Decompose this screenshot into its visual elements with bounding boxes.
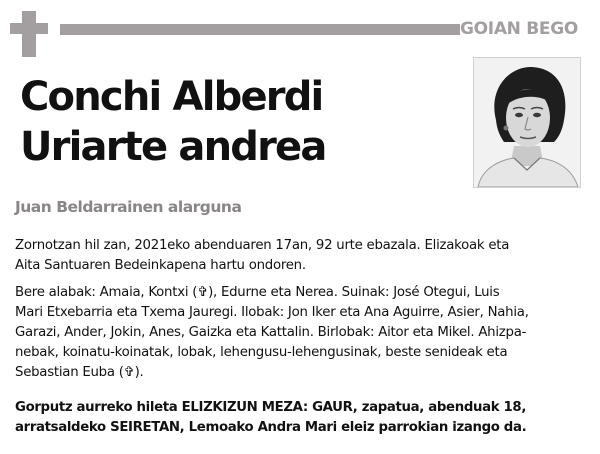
family-line-1: Bere alabak: Amaia, Kontxi (✞), Edurne eta Nerea. Suinak: José Otegui, Luis [15,285,500,300]
deceased-name-line1: Conchi Alberdi [20,74,323,120]
section-tag: GOIAN BEGO [459,19,578,39]
cross-icon-horizontal [10,23,48,34]
family-line-4: nebak, koinatu-koinatak, lobak, lehengusu-lehengusinak, beste senideak eta [15,345,508,360]
family-line-2: Mari Etxebarria eta Txema Jauregi. Ilobak: Jon Iker eta Ana Aguirre, Asier, Nahia, [15,305,529,320]
family-line-3: Garazi, Ander, Jokin, Anes, Gaizka eta Kattalin. Birlobak: Aitor eta Mikel. Ahizpa- [15,325,527,340]
header-rule [60,24,460,35]
funeral-line-1: Gorputz aurreko hileta ELIZKIZUN MEZA: GAUR, zapatua, abenduak 18, [15,400,527,415]
deceased-name [20,72,326,172]
funeral-line-2: arratsaldeko SEIRETAN, Lemoako Andra Mari eleiz parrokian izango da. [15,420,527,435]
cross-icon-vertical [22,11,36,57]
death-line-2: Aita Santuaren Bedeinkapena hartu ondoren. [15,258,306,273]
death-line-1: Zornotzan hil zan, 2021eko abenduaren 17an, 92 urte ebazala. Elizakoak eta [15,238,510,253]
death-notice-paragraph [15,236,585,276]
portrait-photo [473,57,581,188]
family-paragraph [15,283,585,383]
funeral-paragraph [15,398,585,438]
deceased-name-line2: Uriarte andrea [20,124,326,170]
widow-of-subtitle: Juan Beldarrainen alarguna [15,198,242,216]
family-line-5: Sebastian Euba (✞). [15,365,144,380]
